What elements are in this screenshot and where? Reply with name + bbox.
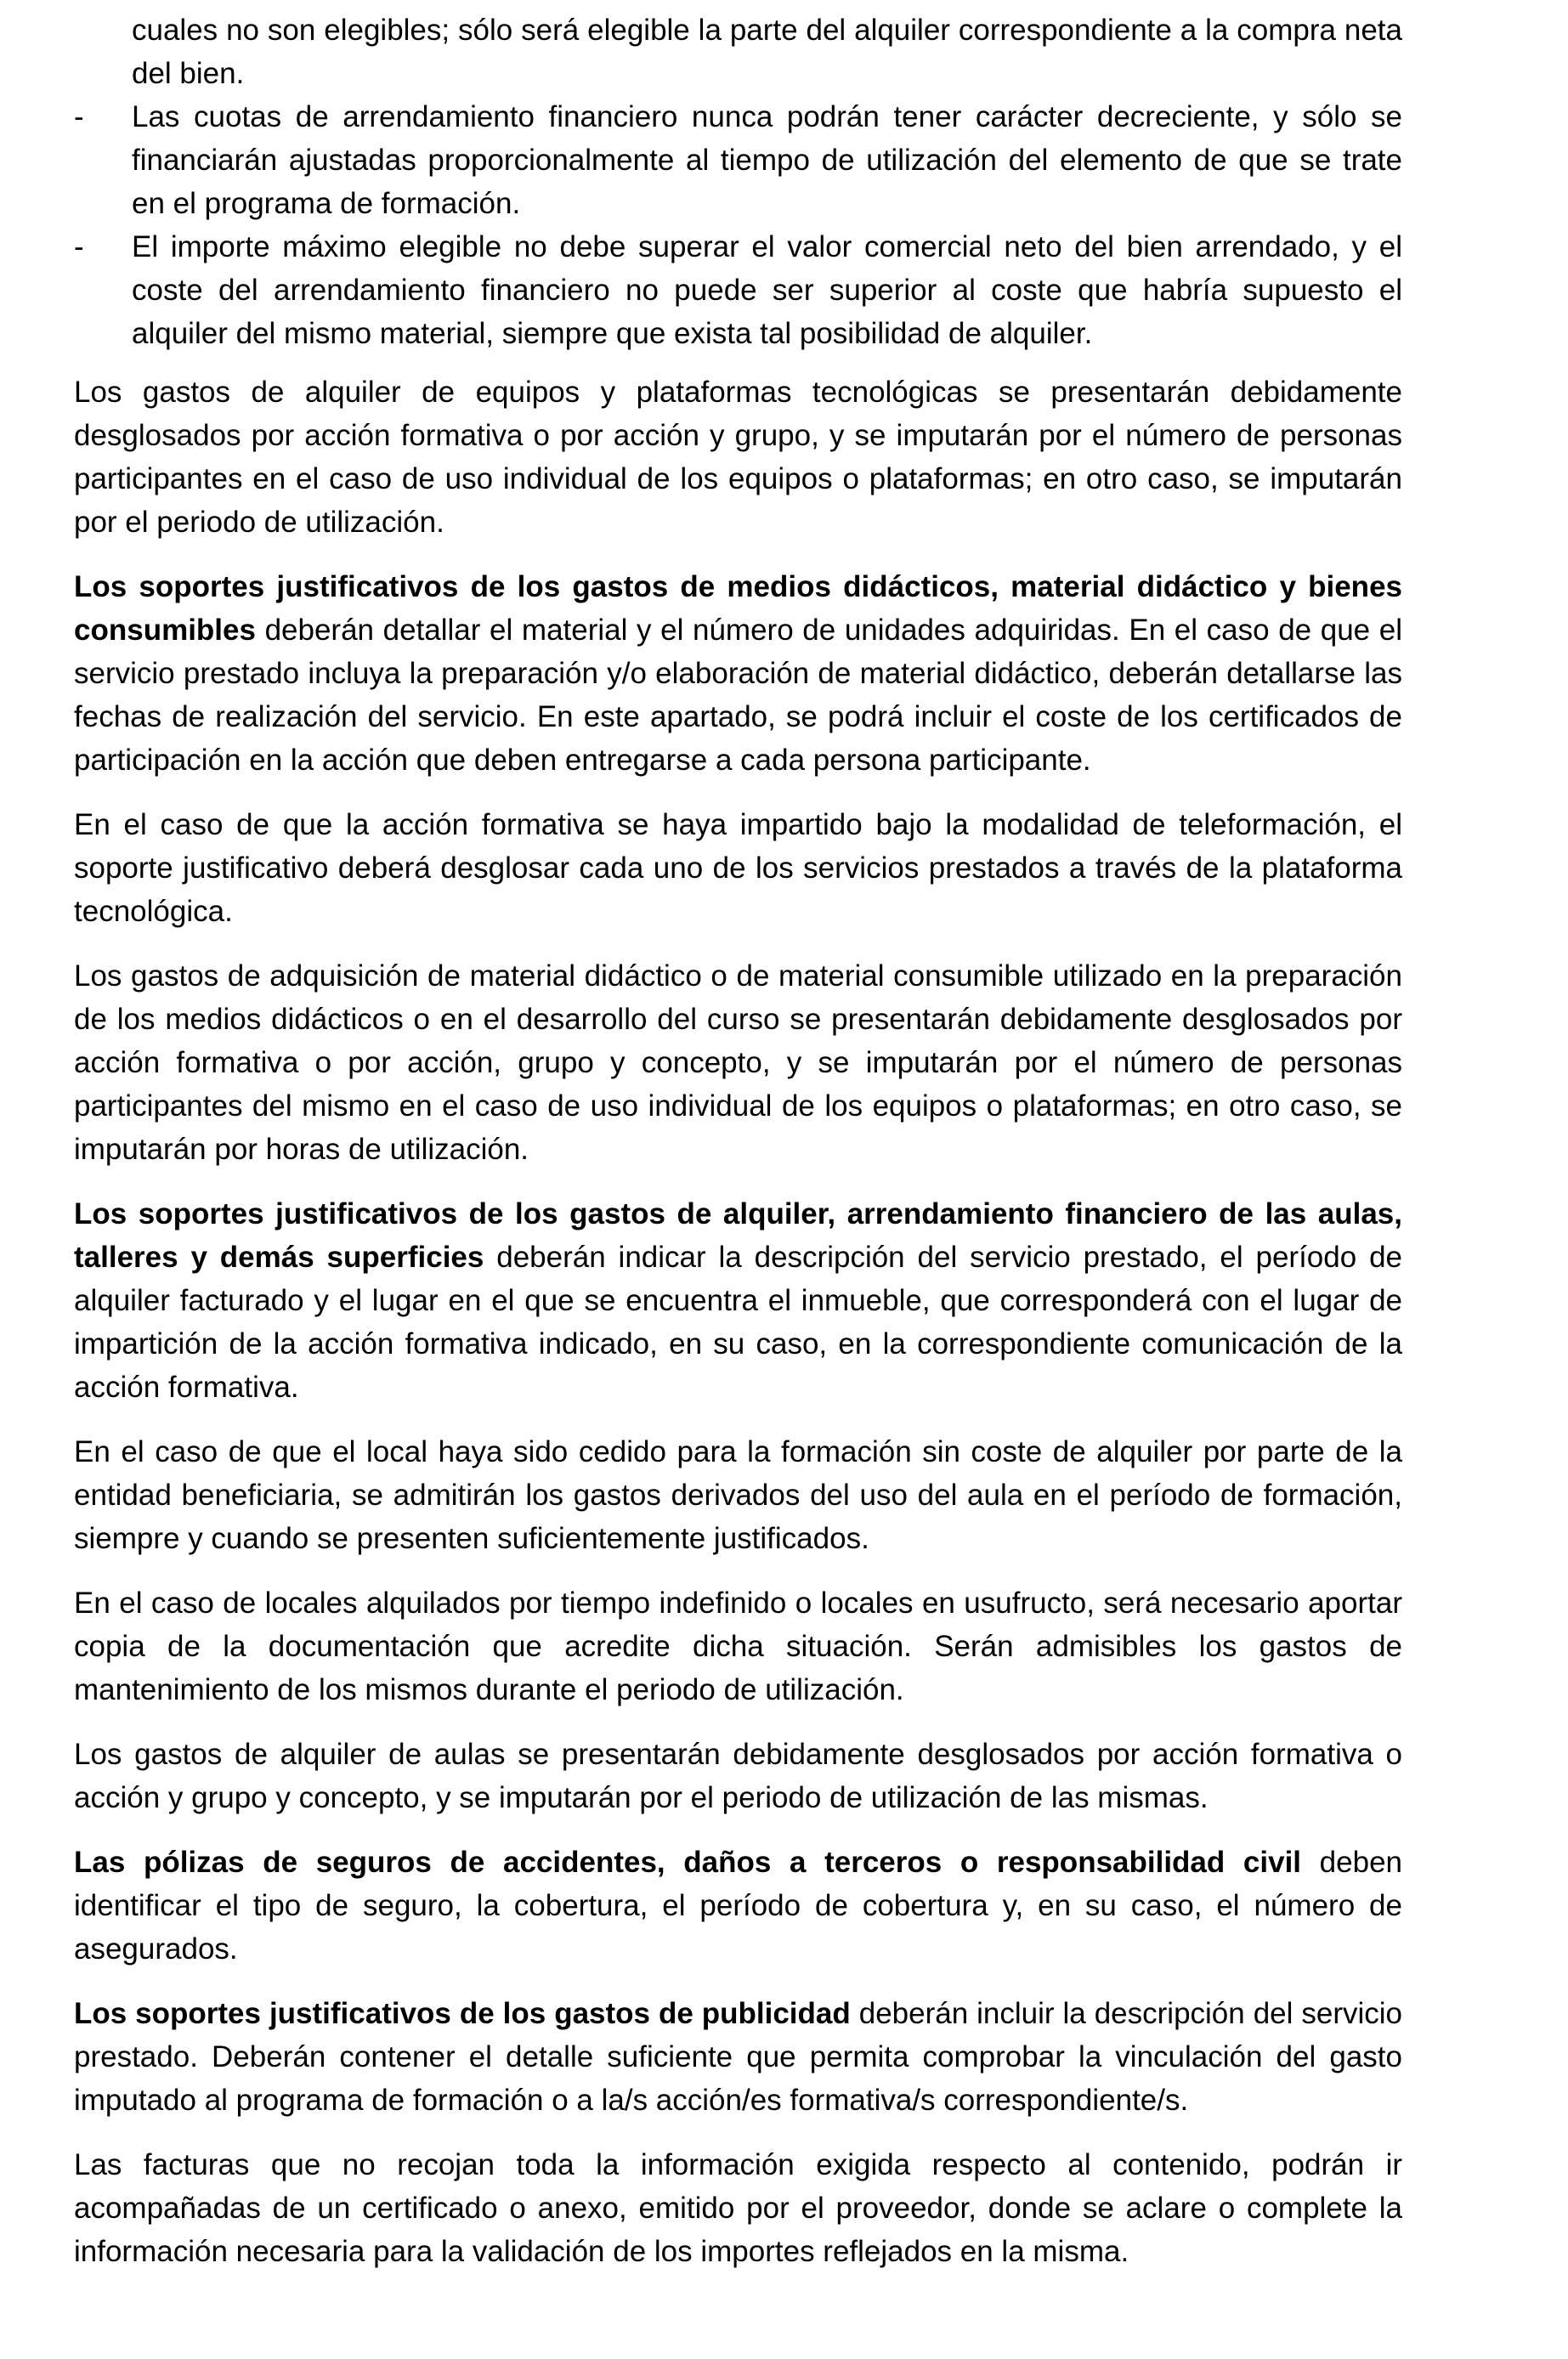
paragraph-indefinite-premises <box>74 1581 1402 1711</box>
paragraph-didactic-media-supports <box>74 565 1402 782</box>
bullet-dash: - <box>74 100 84 133</box>
bullet-text: Las cuotas de arrendamiento financiero nunca podrán tener carácter decreciente, y sólo se financiarán ajustadas proporcionalmente al tiempo de utilización del elemento de que se trate en el programa de formación. <box>132 100 1402 220</box>
paragraph-classroom-rental-costs <box>74 1733 1402 1819</box>
paragraph-text: Las facturas que no recojan toda la información exigida respecto al contenido, podrán ir acompañadas de un certificado o anexo, emitido por el proveedor, donde se aclare o complete la información necesaria para la validación de los importes reflejados en la misma. <box>74 2148 1402 2268</box>
paragraph-text: deberán detallar el material y el número de unidades adquiridas. En el caso de que el servicio prestado incluya la preparación y/o elaboración de material didáctico, deberán detallarse las fechas de realización del servicio. En este apartado, se podrá incluir el coste de los certificados de participación en la acción que deben entregarse a cada persona participante. <box>74 614 1402 777</box>
bullet-text: El importe máximo elegible no debe superar el valor comercial neto del bien arrendado, y el coste del arrendamiento financiero no puede ser superior al coste que habría supuesto el alquiler del mismo material, siempre que exista tal posibilidad de alquiler. <box>132 230 1402 350</box>
paragraph-teleformation <box>74 803 1402 933</box>
paragraph-text: deberán incluir la descripción del servicio prestado. Deberán contener el detalle suficiente que permita comprobar la vinculación del gasto imputado al programa de formación o a la/s acción/es formativa/s correspondiente/s. <box>74 1997 1402 2117</box>
bullet-text: cuales no son elegibles; sólo será elegible la parte del alquiler correspondiente a la compra neta del bien. <box>132 14 1402 90</box>
paragraph-text: deben identificar el tipo de seguro, la cobertura, el período de cobertura y, en su caso, el número de asegurados. <box>74 1846 1402 1966</box>
paragraph-text: En el caso de que la acción formativa se haya impartido bajo la modalidad de teleformación, el soporte justificativo deberá desglosar cada uno de los servicios prestados a través de la plataforma tecnológica. <box>74 808 1402 928</box>
paragraph-bold-lead: Los soportes justificativos de los gastos de alquiler, arrendamiento financiero de las aulas, talleres y demás superficies <box>74 1197 1402 1274</box>
paragraph-text: Los gastos de alquiler de aulas se presentarán debidamente desglosados por acción formativa o acción y grupo y concepto, y se imputarán por el periodo de utilización de las mismas. <box>74 1738 1402 1814</box>
bullet-dash: - <box>74 230 84 263</box>
paragraph-classroom-rental-supports <box>74 1192 1402 1409</box>
paragraph-ceded-premises <box>74 1430 1402 1560</box>
paragraph-text: deberán indicar la descripción del servicio prestado, el período de alquiler facturado y el lugar en el que se encuentra el inmueble, que corresponderá con el lugar de impartición de la acción formativa indicado, en su caso, en la correspondiente comunicación de la acción formativa. <box>74 1241 1402 1404</box>
paragraph-material-acquisition <box>74 954 1402 1171</box>
paragraph-text: Los gastos de adquisición de material didáctico o de material consumible utilizado en la preparación de los medios didácticos o en el desarrollo del curso se presentarán debidamente desglosados por acción formativa o por acción, grupo y concepto, y se imputarán por el número de personas participantes del mismo en el caso de uso individual de los equipos o plataformas; en otro caso, se imputarán por horas de utilización. <box>74 959 1402 1166</box>
bullet-item <box>74 95 1402 225</box>
paragraph-advertising-supports <box>74 1992 1402 2122</box>
bullet-item <box>74 225 1402 355</box>
paragraph-bold-lead: Las pólizas de seguros de accidentes, daños a terceros o responsabilidad civil <box>74 1846 1302 1879</box>
bullet-item <box>74 8 1402 95</box>
paragraph-bold-lead: Los soportes justificativos de los gastos de publicidad <box>74 1997 851 2030</box>
paragraph-text: En el caso de que el local haya sido cedido para la formación sin coste de alquiler por parte de la entidad beneficiaria, se admitirán los gastos derivados del uso del aula en el período de formación, siempre y cuando se presenten suficientemente justificados. <box>74 1435 1402 1555</box>
paragraph-invoices <box>74 2143 1402 2273</box>
paragraph-bold-lead: Los soportes justificativos de los gastos de medios didácticos, material didáctico y bienes consumibles <box>74 570 1402 647</box>
paragraph-text: En el caso de locales alquilados por tiempo indefinido o locales en usufructo, será necesario aportar copia de la documentación que acredite dicha situación. Serán admisibles los gastos de mantenimiento de los mismos durante el periodo de utilización. <box>74 1587 1402 1706</box>
bullet-list <box>74 8 1402 355</box>
paragraph-equipment-rental <box>74 371 1402 544</box>
paragraph-text: Los gastos de alquiler de equipos y plataformas tecnológicas se presentarán debidamente desglosados por acción formativa o por acción y grupo, y se imputarán por el número de personas participantes en el caso de uso individual de los equipos o plataformas; en otro caso, se imputarán por el periodo de utilización. <box>74 376 1402 539</box>
paragraph-insurance-policies <box>74 1841 1402 1971</box>
